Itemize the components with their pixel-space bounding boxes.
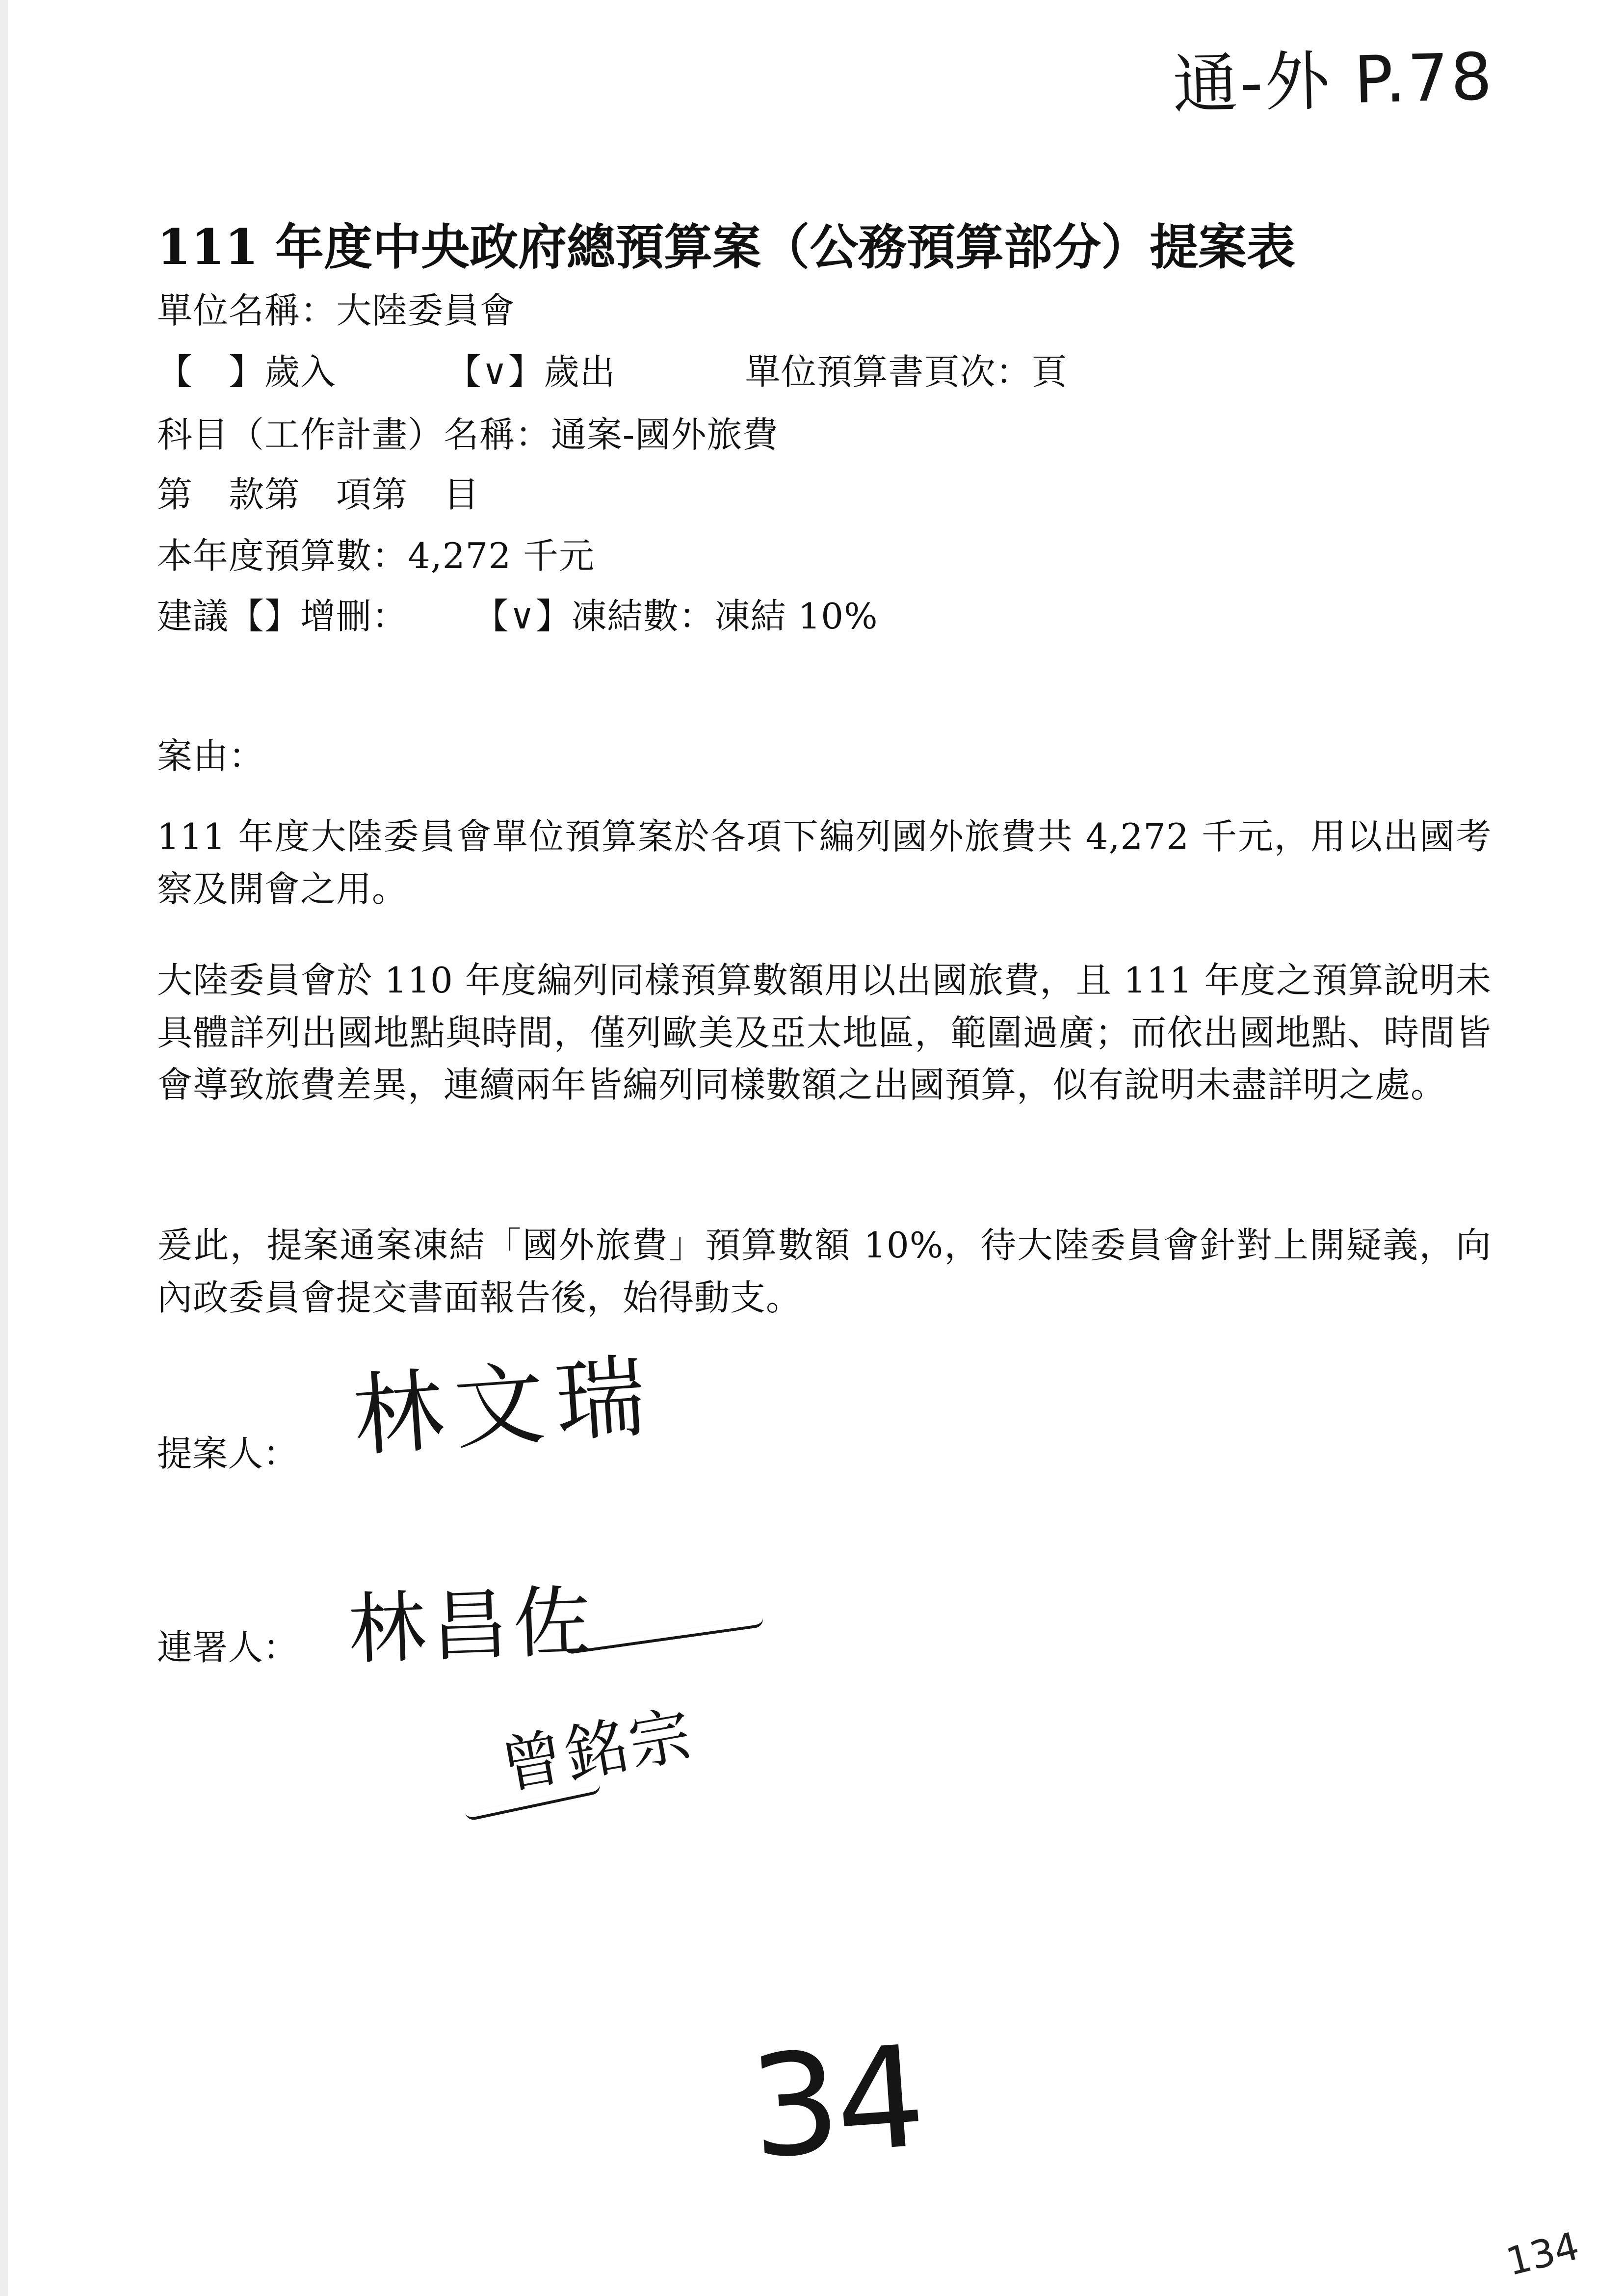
cosigner-signature-1: 林昌佐 <box>346 1576 598 1675</box>
corner-handwritten-number: 134 <box>1502 2224 1584 2285</box>
reason-paragraph-2: 大陸委員會於 110 年度編列同樣預算數額用以出國旅費，且 111 年度之預算說明未具體詳列出國地點與時間，僅列歐美及亞太地區，範圍過廣；而依出國地點、時間皆會導致旅費差異，連續兩年皆編列同樣數額之出國預算，似有說明未盡詳明之處。 <box>157 960 1492 1106</box>
scan-edge <box>0 0 8 2296</box>
top-handwritten-note: 通-外 P.78 <box>1172 39 1495 123</box>
handwritten-page-number: 34 <box>745 2015 926 2190</box>
proposal-add-delete: 建議【】增刪： <box>157 596 408 637</box>
proposal-freeze: 【∨】凍結數：凍結 10% <box>473 596 878 637</box>
budget-book-page: 單位預算書頁次：頁 <box>745 351 1068 392</box>
proposal-row <box>157 588 878 639</box>
proposer-signature: 林文瑞 <box>350 1343 660 1470</box>
current-budget: 本年度預算數：4,272 千元 <box>157 535 595 576</box>
reason-paragraph-3: 爰此，提案通案凍結「國外旅費」預算數額 10%，待大陸委員會針對上開疑義，向內政委員會提交書面報告後，始得動支。 <box>157 1225 1492 1318</box>
reason-paragraph-1: 111 年度大陸委員會單位預算案於各項下編列國外旅費共 4,272 千元，用以出國考察及開會之用。 <box>157 816 1492 910</box>
expenditure-option: 【∨】歲出 <box>445 351 616 392</box>
subject-name: 科目（工作計畫）名稱：通案-國外旅費 <box>157 414 779 455</box>
revenue-option: 【 】歲入 <box>157 351 337 392</box>
item-numbering: 第 款第 項第 目 <box>157 474 480 515</box>
reason-label: 案由： <box>157 735 265 777</box>
proposer-label: 提案人： <box>157 1433 299 1474</box>
cosigner-signature-2: 曾銘宗 <box>496 1697 700 1803</box>
document-title: 111 年度中央政府總預算案（公務預算部分）提案表 <box>157 219 1296 276</box>
unit-name: 單位名稱：大陸委員會 <box>157 290 516 331</box>
budget-type-row <box>157 343 1068 394</box>
cosigner-label: 連署人： <box>157 1627 299 1668</box>
